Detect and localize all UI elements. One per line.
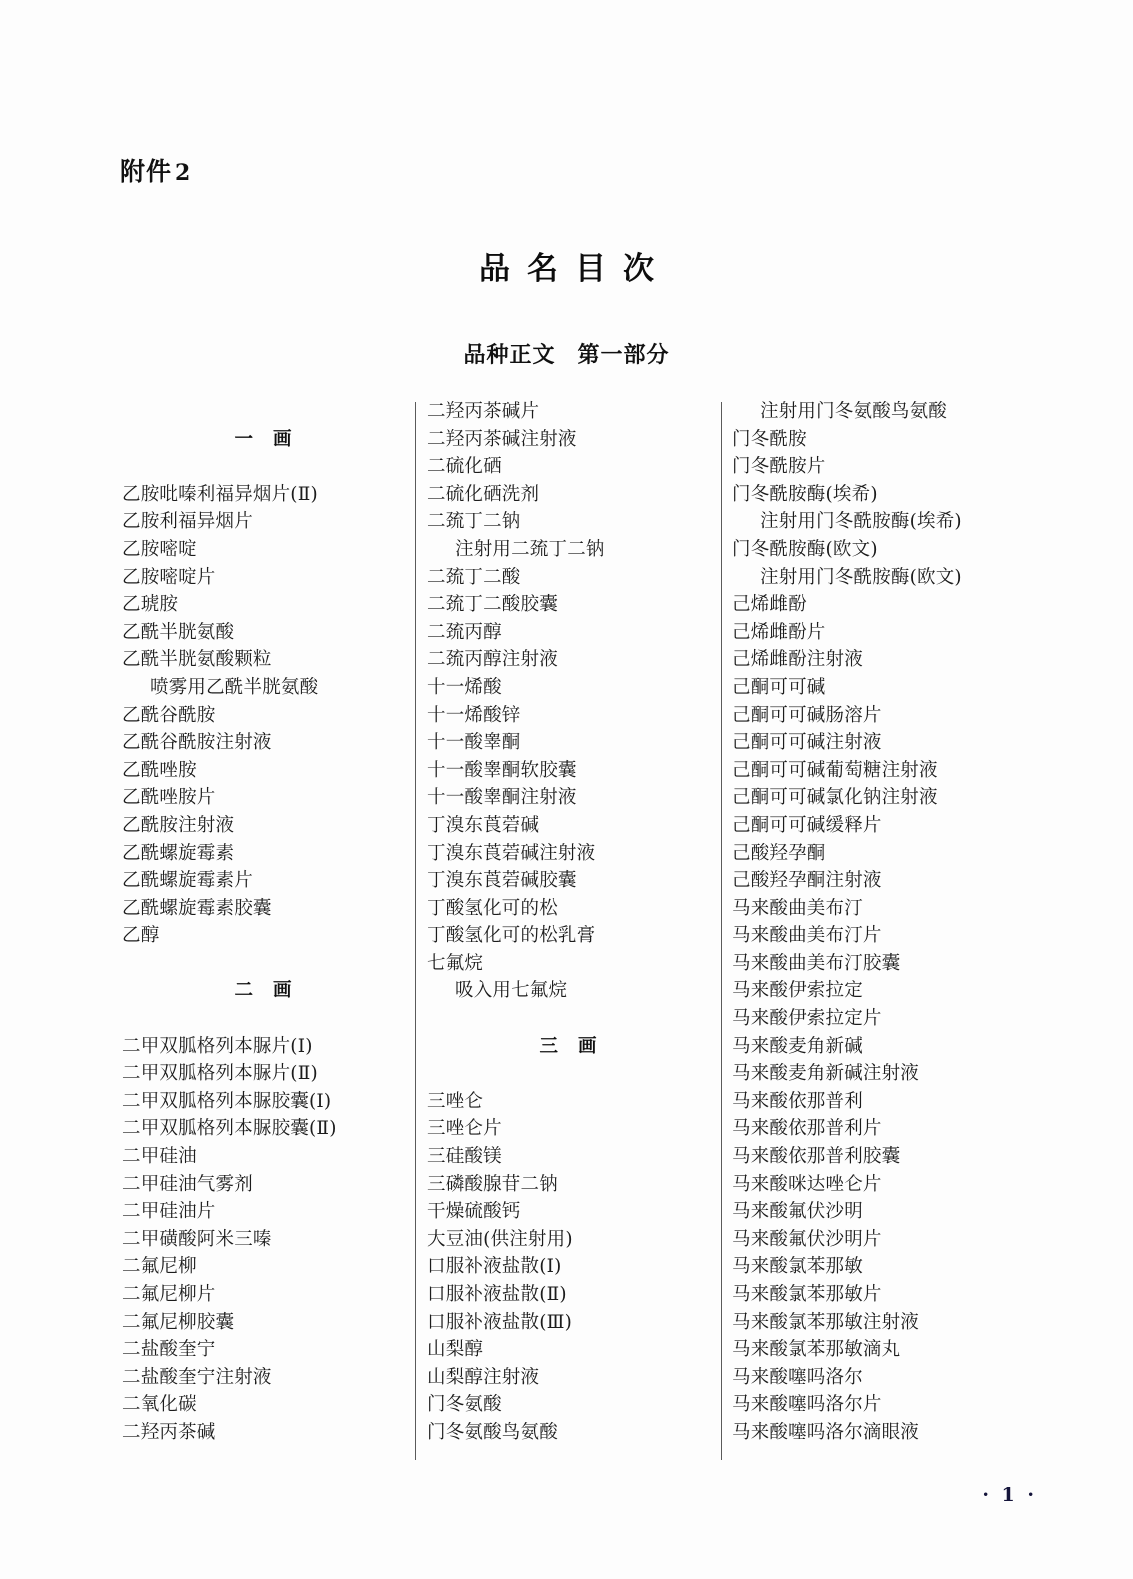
- index-entry: 七氟烷: [427, 952, 484, 974]
- index-entry: 丁溴东莨菪碱胶囊: [427, 870, 577, 892]
- index-entry: 马来酸噻吗洛尔片: [732, 1394, 882, 1416]
- spacer-line: [427, 1005, 727, 1033]
- index-entry: 己酮可可碱缓释片: [732, 814, 882, 836]
- stroke-section-header: [122, 426, 422, 454]
- index-entry: 马来酸麦角新碱注射液: [732, 1063, 920, 1085]
- index-entry: 己烯雌酚片: [732, 621, 826, 643]
- index-entry: 二盐酸奎宁: [122, 1339, 216, 1361]
- index-entry: 门冬氨酸鸟氨酸: [427, 1421, 558, 1443]
- index-entry: 二巯丙醇注射液: [427, 649, 558, 671]
- index-entry: 乙酰唑胺: [122, 759, 197, 781]
- index-entry: 己酸羟孕酮注射液: [732, 870, 882, 892]
- attachment-label-text: 附件: [120, 157, 173, 186]
- index-subentry: 注射用门冬酰胺酶(欧文): [760, 566, 962, 588]
- index-entry: 二氟尼柳片: [122, 1284, 216, 1305]
- index-entry: 马来酸伊索拉定: [732, 980, 863, 1002]
- index-entry: 马来酸曲美布汀片: [732, 925, 882, 947]
- index-entry: 马来酸依那普利: [732, 1090, 863, 1112]
- spacer-line: [122, 1005, 422, 1033]
- index-entry: 二甲硅油气雾剂: [122, 1173, 253, 1195]
- index-entry: 二甲双胍格列本脲片(Ⅱ): [122, 1063, 318, 1085]
- index-entry: 二羟丙茶碱注射液: [427, 428, 577, 450]
- spacer-line: [122, 453, 422, 481]
- spacer-line: [122, 398, 422, 426]
- index-entry: 乙胺利福异烟片: [122, 511, 253, 533]
- index-entry: 马来酸咪达唑仑片: [732, 1173, 882, 1195]
- index-entry: 二氟尼柳胶囊: [122, 1311, 235, 1333]
- index-entry: 山梨醇: [427, 1339, 484, 1361]
- index-column-1: [122, 398, 422, 1447]
- stroke-section-header: [122, 977, 422, 1005]
- index-subentry: 喷雾用乙酰半胱氨酸: [150, 676, 319, 698]
- index-entry: 丁酸氢化可的松乳膏: [427, 925, 596, 947]
- index-entry: 二甲硅油片: [122, 1201, 216, 1223]
- index-entry: 马来酸麦角新碱: [732, 1035, 863, 1057]
- stroke-count: 一: [234, 428, 253, 450]
- index-subentry: 注射用门冬酰胺酶(埃希): [760, 511, 962, 533]
- index-entry: 乙酰胺注射液: [122, 814, 235, 836]
- stroke-section-header: [427, 1033, 727, 1061]
- index-entry: 门冬酰胺酶(欧文): [732, 538, 878, 560]
- index-entry: 马来酸曲美布汀: [732, 897, 863, 919]
- index-entry: 马来酸依那普利片: [732, 1118, 882, 1140]
- index-entry: 乙酰螺旋霉素胶囊: [122, 897, 272, 919]
- index-entry: 口服补液盐散(Ⅱ): [427, 1284, 567, 1305]
- index-entry: 乙胺吡嗪利福异烟片(Ⅱ): [122, 483, 318, 505]
- index-entry: 己酮可可碱注射液: [732, 732, 882, 754]
- index-entry: 门冬酰胺: [732, 428, 807, 450]
- index-entry: 二氧化碳: [122, 1394, 197, 1416]
- index-entry: 乙琥胺: [122, 594, 179, 616]
- index-entry: 马来酸噻吗洛尔滴眼液: [732, 1421, 920, 1443]
- index-entry: 马来酸曲美布汀胶囊: [732, 952, 901, 974]
- index-entry: 三唑仑: [427, 1090, 484, 1112]
- spacer-line: [427, 1060, 727, 1088]
- index-entry: 十一烯酸锌: [427, 704, 521, 726]
- index-entry: 二硫化硒洗剂: [427, 483, 540, 505]
- index-entry: 马来酸氯苯那敏片: [732, 1284, 882, 1305]
- index-entry: 己烯雌酚注射液: [732, 649, 863, 671]
- index-column-3: [732, 398, 1032, 1447]
- index-entry: 己酮可可碱葡萄糖注射液: [732, 759, 938, 781]
- index-entry: 十一烯酸: [427, 676, 502, 698]
- stroke-count: 二: [234, 980, 253, 1002]
- index-entry: 乙酰谷酰胺注射液: [122, 732, 272, 754]
- index-entry: 二甲双胍格列本脲片(Ⅰ): [122, 1035, 313, 1057]
- index-subentry: 注射用二巯丁二钠: [455, 538, 605, 560]
- index-subentry: 吸入用七氟烷: [455, 980, 568, 1002]
- index-entry: 二盐酸奎宁注射液: [122, 1366, 272, 1388]
- index-entry: 乙醇: [122, 925, 160, 947]
- subtitle-left: 品种正文: [463, 343, 556, 368]
- spacer-line: [122, 950, 422, 978]
- index-entry: 干燥硫酸钙: [427, 1201, 521, 1223]
- attachment-number: 2: [175, 160, 192, 186]
- index-entry: 乙酰唑胺片: [122, 787, 216, 809]
- index-entry: 门冬氨酸: [427, 1394, 502, 1416]
- index-entry: 大豆油(供注射用): [427, 1228, 573, 1250]
- index-entry: 口服补液盐散(Ⅰ): [427, 1256, 562, 1278]
- index-entry: 己酸羟孕酮: [732, 842, 826, 864]
- index-entry: 马来酸伊索拉定片: [732, 1008, 882, 1030]
- page-number: · 1 ·: [982, 1484, 1037, 1506]
- stroke-count: 三: [539, 1035, 558, 1057]
- index-entry: 乙胺嘧啶: [122, 538, 197, 560]
- stroke-word: 画: [273, 428, 292, 450]
- page-title: 品名目次: [479, 251, 671, 287]
- index-entry: 乙胺嘧啶片: [122, 566, 216, 588]
- index-entry: 马来酸氯苯那敏注射液: [732, 1311, 920, 1333]
- index-entry: 二甲硅油: [122, 1146, 197, 1168]
- index-entry: 山梨醇注射液: [427, 1366, 540, 1388]
- index-entry: 马来酸噻吗洛尔: [732, 1366, 863, 1388]
- index-entry: 己烯雌酚: [732, 594, 807, 616]
- index-entry: 二甲双胍格列本脲胶囊(Ⅱ): [122, 1118, 337, 1140]
- index-entry: 丁溴东莨菪碱: [427, 814, 540, 836]
- index-entry: 三唑仑片: [427, 1118, 502, 1140]
- index-entry: 二巯丁二酸胶囊: [427, 594, 558, 616]
- index-entry: 二氟尼柳: [122, 1256, 197, 1278]
- stroke-word: 画: [578, 1035, 597, 1057]
- index-entry: 二甲双胍格列本脲胶囊(Ⅰ): [122, 1090, 332, 1112]
- index-entry: 三硅酸镁: [427, 1146, 502, 1168]
- index-entry: 马来酸氯苯那敏滴丸: [732, 1339, 901, 1361]
- index-entry: 二巯丁二钠: [427, 511, 521, 533]
- index-entry: 门冬酰胺酶(埃希): [732, 483, 878, 505]
- index-entry: 乙酰半胱氨酸: [122, 621, 235, 643]
- index-entry: 乙酰谷酰胺: [122, 704, 216, 726]
- index-entry: 二硫化硒: [427, 456, 502, 478]
- index-entry: 己酮可可碱氯化钠注射液: [732, 787, 938, 809]
- index-entry: 丁酸氢化可的松: [427, 897, 558, 919]
- index-entry: 十一酸睾酮注射液: [427, 787, 577, 809]
- index-entry: 乙酰半胱氨酸颗粒: [122, 649, 272, 671]
- index-entry: 马来酸依那普利胶囊: [732, 1146, 901, 1168]
- index-entry: 己酮可可碱: [732, 676, 826, 698]
- index-entry: 二甲磺酸阿米三嗪: [122, 1228, 272, 1250]
- index-entry: 十一酸睾酮软胶囊: [427, 759, 577, 781]
- index-entry: 马来酸氟伏沙明: [732, 1201, 863, 1223]
- stroke-word: 画: [273, 980, 292, 1002]
- index-entry: 丁溴东莨菪碱注射液: [427, 842, 596, 864]
- index-entry: 乙酰螺旋霉素: [122, 842, 235, 864]
- index-entry: 二羟丙茶碱: [122, 1421, 216, 1443]
- index-entry: 乙酰螺旋霉素片: [122, 870, 253, 892]
- index-entry: 马来酸氟伏沙明片: [732, 1228, 882, 1250]
- index-entry: 十一酸睾酮: [427, 732, 521, 754]
- index-column-2: [427, 398, 727, 1447]
- index-entry: 二巯丙醇: [427, 621, 502, 643]
- index-entry: 口服补液盐散(Ⅲ): [427, 1311, 573, 1333]
- index-subentry: 注射用门冬氨酸鸟氨酸: [760, 401, 948, 422]
- index-entry: 马来酸氯苯那敏: [732, 1256, 863, 1278]
- index-entry: 二巯丁二酸: [427, 566, 521, 588]
- subtitle-right: 第一部分: [577, 343, 670, 368]
- index-entry: 二羟丙茶碱片: [427, 401, 540, 422]
- index-entry: 己酮可可碱肠溶片: [732, 704, 882, 726]
- index-entry: 三磷酸腺苷二钠: [427, 1173, 558, 1195]
- index-entry: 门冬酰胺片: [732, 456, 826, 478]
